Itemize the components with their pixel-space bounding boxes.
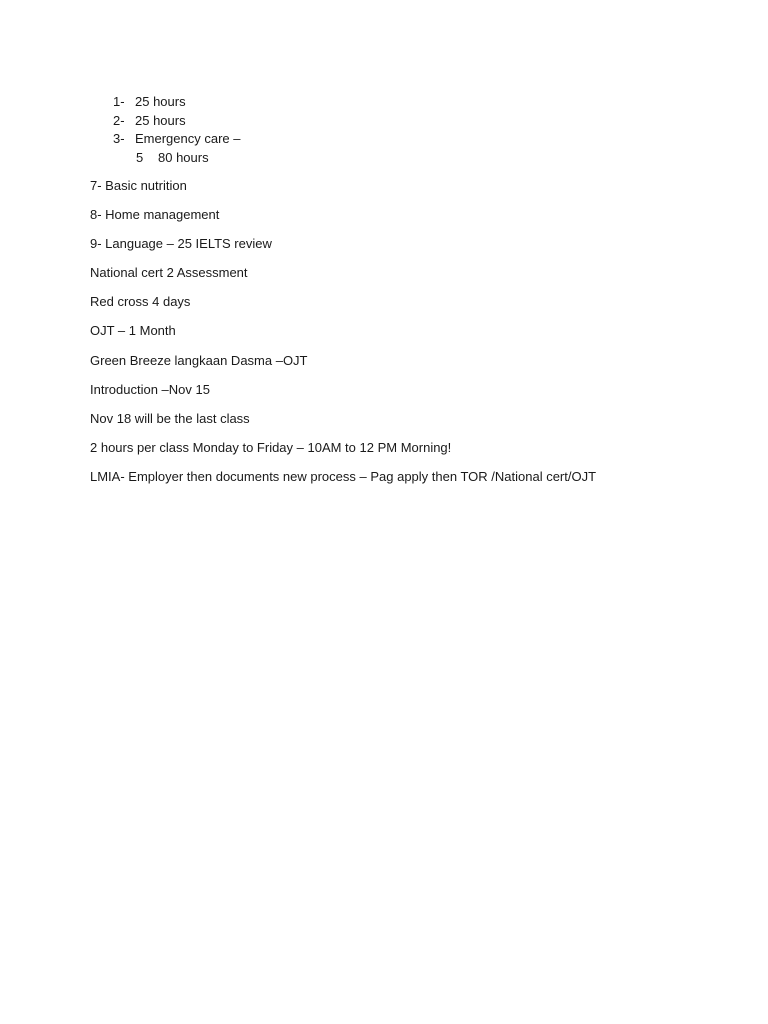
paragraph-last-class: Nov 18 will be the last class bbox=[90, 410, 250, 426]
list-sub-item bbox=[113, 149, 241, 168]
list-sub-item-text: 80 hours bbox=[158, 150, 209, 166]
paragraph-green-breeze: Green Breeze langkaan Dasma –OJT bbox=[90, 352, 308, 368]
list-item bbox=[113, 93, 241, 112]
list-item-number: 2- bbox=[113, 112, 125, 128]
paragraph-block bbox=[90, 177, 730, 497]
paragraph-basic-nutrition: 7- Basic nutrition bbox=[90, 178, 187, 193]
paragraph-class-schedule: 2 hours per class Monday to Friday – 10AM to 12 PM Morning! bbox=[90, 439, 452, 455]
paragraph-introduction: Introduction –Nov 15 bbox=[90, 381, 210, 397]
list-item-number: 1- bbox=[113, 94, 125, 109]
list-item bbox=[113, 130, 241, 149]
paragraph-home-management: 8- Home management bbox=[90, 207, 220, 223]
paragraph-language: 9- Language – 25 IELTS review bbox=[90, 236, 272, 252]
list-item bbox=[113, 112, 241, 131]
list-item-text: Emergency care – bbox=[135, 131, 241, 147]
list-sub-item-number: 5 bbox=[136, 150, 144, 166]
paragraph-ojt: OJT – 1 Month bbox=[90, 323, 176, 339]
numbered-list bbox=[113, 93, 241, 168]
paragraph-lmia: LMIA- Employer then documents new process – Pag apply then TOR /National cert/OJT bbox=[90, 468, 597, 484]
paragraph-national-cert: National cert 2 Assessment bbox=[90, 265, 248, 281]
list-item-text: 25 hours bbox=[135, 94, 186, 109]
list-item-text: 25 hours bbox=[135, 112, 186, 128]
paragraph-red-cross: Red cross 4 days bbox=[90, 294, 191, 310]
list-item-number: 3- bbox=[113, 131, 125, 147]
